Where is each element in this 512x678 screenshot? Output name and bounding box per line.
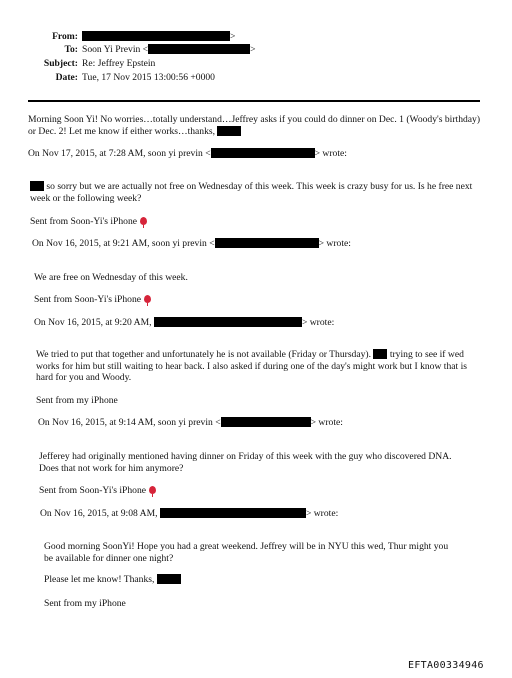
message-body — [44, 541, 454, 564]
redaction — [215, 238, 319, 248]
from-row — [0, 31, 235, 43]
signature — [44, 598, 126, 610]
message-body — [34, 272, 188, 284]
date-row — [0, 72, 215, 84]
wrote-text: > wrote: — [301, 317, 335, 328]
signature — [30, 216, 147, 228]
balloon-icon — [144, 295, 151, 303]
quote-header-text: On Nov 16, 2015, at 9:08 AM, — [40, 508, 158, 519]
message-body — [36, 349, 476, 384]
divider — [28, 100, 480, 102]
quote-header-text: On Nov 17, 2015, at 7:28 AM, soon yi previn < — [28, 148, 211, 159]
signature-text: Sent from Soon-Yi's iPhone — [34, 294, 141, 305]
message-line — [44, 574, 181, 586]
to-value: Soon Yi Previn < — [82, 44, 149, 55]
message-text: We are free on Wednesday of this week. — [34, 272, 188, 283]
redaction — [217, 126, 241, 136]
signature-text: Sent from my iPhone — [36, 395, 118, 406]
gt: > — [250, 44, 256, 55]
quote-header — [40, 508, 338, 520]
quote-header-text: On Nov 16, 2015, at 9:14 AM, soon yi previn < — [38, 417, 221, 428]
quote-header — [32, 238, 351, 250]
redaction — [160, 508, 306, 518]
balloon-icon — [149, 486, 156, 494]
signature — [34, 294, 151, 306]
quote-header-text: On Nov 16, 2015, at 9:20 AM, — [34, 317, 152, 328]
from-label: From: — [52, 31, 78, 42]
message-body — [39, 451, 459, 474]
message-text: Morning Soon Yi! No worries…totally understand…Jeffrey asks if you could do dinner on Dec. 1 (Woody's birthday) or Dec. 2! Let me know if either works…thanks, — [28, 114, 481, 137]
date-label: Date: — [55, 72, 78, 83]
subject-value: Re: Jeffrey Epstein — [82, 58, 156, 69]
message-text: Please let me know! Thanks, — [44, 574, 155, 585]
message-text: Good morning SoonYi! Hope you had a great weekend. Jeffrey will be in NYU this wed, Thur might you be available for dinner one night? — [44, 541, 449, 564]
message-text: We tried to put that together and unfortunately he is not available (Friday or Thursday). — [36, 349, 372, 360]
message-text: Jefferey had originally mentioned having dinner on Friday of this week with the guy who discovered DNA. Does that not work for him anymore? — [39, 451, 452, 474]
wrote-text: > wrote: — [305, 508, 339, 519]
message-text: so sorry but we are actually not free on Wednesday of this week. This week is crazy busy for us. Is he free next week or the following week? — [30, 181, 473, 204]
redaction — [30, 181, 44, 191]
redaction — [211, 148, 315, 158]
document-id: EFTA00334946 — [408, 660, 484, 671]
message-body — [28, 114, 483, 137]
subject-row — [0, 58, 155, 70]
wrote-text: > wrote: — [314, 148, 347, 159]
quote-header — [28, 148, 347, 160]
quote-header-text: On Nov 16, 2015, at 9:21 AM, soon yi previn < — [32, 238, 215, 249]
to-row — [0, 44, 256, 56]
quote-header — [34, 317, 334, 329]
quote-header — [38, 417, 343, 429]
signature — [36, 395, 118, 407]
redaction — [148, 44, 250, 54]
to-label: To: — [64, 44, 78, 55]
wrote-text: > wrote: — [318, 238, 351, 249]
subject-label: Subject: — [43, 58, 78, 69]
gt: > — [230, 31, 236, 42]
redaction — [82, 31, 230, 41]
signature — [39, 485, 156, 497]
redaction — [154, 317, 302, 327]
balloon-icon — [140, 217, 147, 225]
redaction — [157, 574, 181, 584]
redaction — [221, 417, 311, 427]
wrote-text: > wrote: — [310, 417, 343, 428]
date-value: Tue, 17 Nov 2015 13:00:56 +0000 — [82, 72, 215, 83]
redaction — [373, 349, 387, 359]
signature-text: Sent from Soon-Yi's iPhone — [30, 216, 137, 227]
message-body — [30, 181, 480, 204]
message-text: trying to see if wed works for him but still waiting to hear back. I also asked if during one of the day's might work but I know that is hard for you and Woody. — [36, 349, 467, 383]
signature-text: Sent from my iPhone — [44, 598, 126, 609]
signature-text: Sent from Soon-Yi's iPhone — [39, 485, 146, 496]
